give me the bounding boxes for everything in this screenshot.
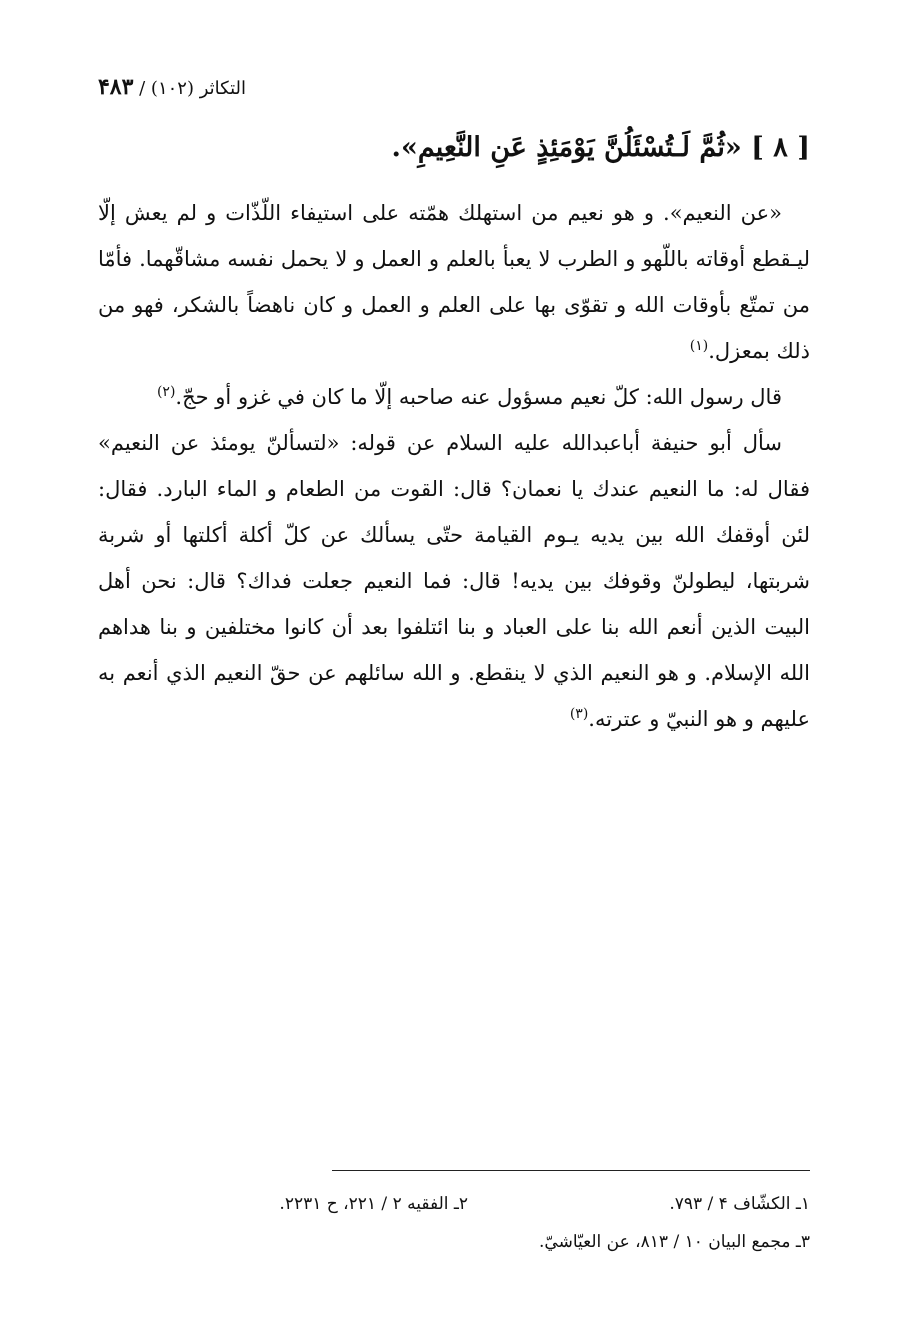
footnote-divider bbox=[332, 1170, 810, 1171]
footnote-1: ۱ـ الكشّاف ۴ / ۷۹۳. bbox=[669, 1194, 810, 1214]
surah-reference: التكاثر (۱۰۲) / bbox=[139, 78, 246, 99]
verse-heading: [ ۸ ] «ثُمَّ لَـتُسْئَلُنَّ يَوْمَئِذٍ عَنِ النَّعِيمِ». bbox=[391, 132, 810, 163]
footnote-2: ۲ـ الفقيه ۲ / ۲۲۱، ح ۲۲۳۱. bbox=[279, 1194, 468, 1214]
running-head bbox=[86, 74, 246, 100]
commentary-paragraph bbox=[98, 190, 810, 374]
paragraph-text: قال رسول الله: كلّ نعيم مسؤول عنه صاحبه إلّا ما كان في غزو أو حجّ. bbox=[175, 385, 782, 409]
hadith-paragraph bbox=[98, 374, 810, 420]
footnote-mark: (۱) bbox=[689, 338, 709, 354]
paragraph-text: سأل أبو حنيفة أباعبدالله عليه السلام عن قوله: «لتسألنّ يومئذ عن النعيم» فقال له: ما النعيم عندك يا نعمان؟ قال: القوت من الطعام و الماء البارد. فقال: لئن أوقفك الله بين يديه يـوم القيامة حتّى يسألك عن كلّ أكلة أكلتها أو شربة شربتها، ليطولنّ وقوفك بين يديه! قال: فما النعيم جعلت فداك؟ قال: نحن أهل البيت الذين أنعم الله بنا على العباد و بنا ائتلفوا بعد أن كانوا مختلفين و بنا هداهم الله الإسلام. و هو النعيم الذي لا ينقطع. و الله سائلهم عن حقّ النعيم الذي أنعم به عليهم و هو النبيّ و عترته. bbox=[98, 431, 810, 731]
narration-paragraph bbox=[98, 420, 810, 742]
paragraph-text: «عن النعيم». و هو نعيم من استهلك همّته على استيفاء اللّذّات و لم يعش إلّا ليـقطع أوقاته باللّهو و الطرب لا يعبأ بالعلم و العمل و لا يحمل نفسه مشاقّهما. فأمّا من تمتّع بأوقات الله و تقوّى بها على العلم و العمل و كان ناهضاً بالشكر، فهو من ذلك بمعزل. bbox=[98, 201, 810, 363]
page-number: ۴۸۳ bbox=[97, 74, 134, 100]
commentary-body bbox=[98, 190, 810, 742]
footnote-mark: (۲) bbox=[156, 384, 176, 400]
footnote-mark: (۳) bbox=[569, 706, 589, 722]
footnote-3: ۳ـ مجمع البيان ۱۰ / ۸۱۳، عن العيّاشيّ. bbox=[539, 1232, 810, 1252]
